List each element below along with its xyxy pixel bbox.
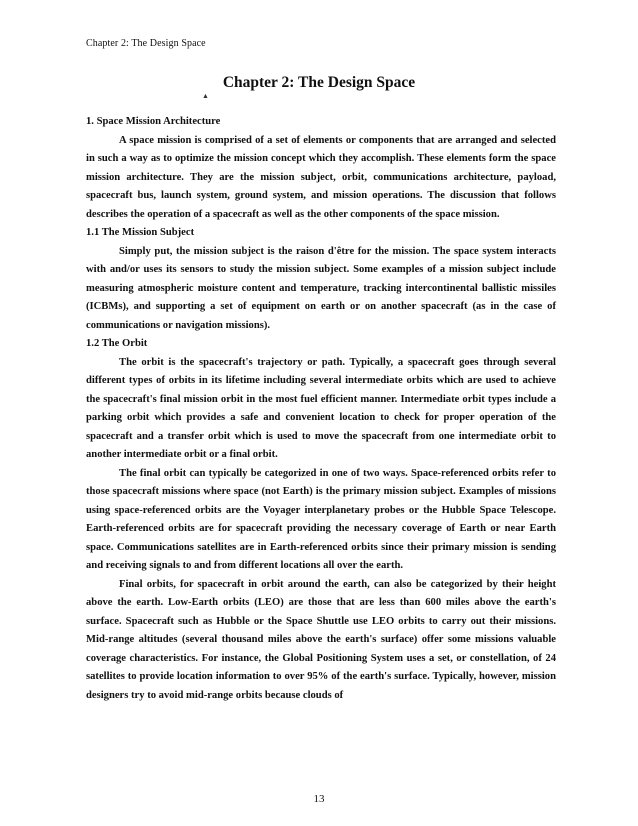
- paragraph: The final orbit can typically be categorized in one of two ways. Space-referenced orbits refer to those spacecraft missions where space (not Earth) is the primary mission subject. Examples of missions using space-referenced orbits are the Voyager interplanetary probes or the Hubble Space Telescope. Earth-referenced orbits are for spacecraft providing the necessary coverage of Earth or near Earth space. Communications satellites are in Earth-referenced orbits since their primary mission is sending and receiving signals to and from different locations all over the earth.: [86, 467, 556, 571]
- page-number: 13: [313, 793, 325, 805]
- stray-mark: ▲: [202, 92, 209, 100]
- body-text: [86, 113, 556, 705]
- subsection-heading: 1.1 The Mission Subject: [86, 227, 195, 238]
- paragraph: A space mission is comprised of a set of elements or components that are arranged and selected in such a way as to optimize the mission concept which they accomplish. These elements form the space mission architecture. They are the mission subject, orbit, communications architecture, payload, spacecraft bus, launch system, ground system, and mission operations. The discussion that follows describes the operation of a spacecraft as well as the other components of the space mission.: [86, 134, 556, 220]
- paragraph: The orbit is the spacecraft's trajectory or path. Typically, a spacecraft goes through several different types of orbits in its lifetime including several intermediate orbits which are used to achieve the spacecraft's final mission orbit in the most fuel efficient manner. Intermediate orbit types include a parking orbit which provides a safe and convenient location to check for proper operation of the spacecraft and a transfer orbit which is used to move the spacecraft from one intermediate orbit to another intermediate orbit or a final orbit.: [86, 356, 556, 460]
- paragraph: Simply put, the mission subject is the raison d'être for the mission. The space system interacts with and/or uses its sensors to study the mission subject. Some examples of a mission subject include measuring atmospheric moisture content and temperature, tracking intercontinental ballistic missiles (ICBMs), and supporting a set of equipment on earth or on another spacecraft (as in the case of communications or navigation missions).: [86, 245, 556, 331]
- section-heading: 1. Space Mission Architecture: [86, 116, 221, 127]
- subsection-heading: 1.2 The Orbit: [86, 338, 148, 349]
- paragraph: Final orbits, for spacecraft in orbit around the earth, can also be categorized by their height above the earth. Low-Earth orbits (LEO) are those that are less than 600 miles above the earth's surface. Spacecraft such as Hubble or the Space Shuttle use LEO orbits to carry out their missions. Mid-range altitudes (several thousand miles above the earth's surface) offer some missions valuable coverage characteristics. For instance, the Global Positioning System uses a set, or constellation, of 24 satellites to provide location information to over 95% of the earth's surface. Typically, however, mission designers try to avoid mid-range orbits because clouds of: [86, 578, 556, 701]
- chapter-title: Chapter 2: The Design Space: [222, 74, 416, 91]
- running-header: Chapter 2: The Design Space: [86, 38, 206, 49]
